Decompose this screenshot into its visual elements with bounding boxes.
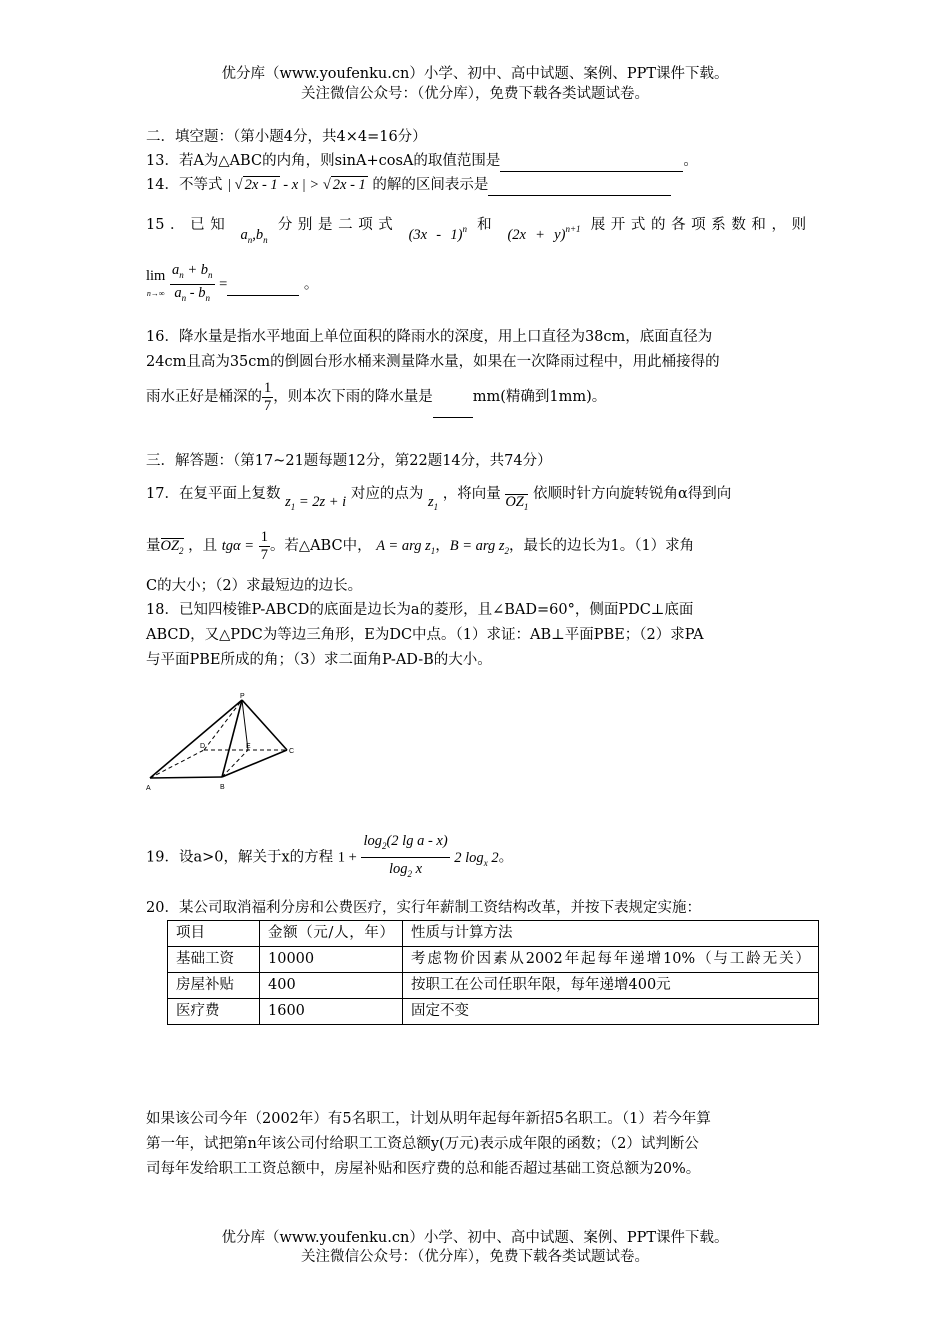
q16-line3b: ，则本次下雨的降水量是: [273, 389, 433, 405]
q17-line1: [146, 474, 806, 519]
q16-fraction: $\frac{1}{7}$: [264, 379, 272, 414]
q16-line2: 24cm且高为35cm的倒圆台形水桶来测量降水量，如果在一次降雨过程中，用此桶接得的: [146, 354, 720, 370]
table-row: [168, 947, 819, 973]
table-cell: 固定不变: [403, 999, 819, 1025]
table-cell: 10000: [260, 947, 403, 973]
edge-PB: [222, 700, 242, 777]
q13-answer-blank: [500, 151, 683, 172]
table-cell: 400: [260, 973, 403, 999]
q17-d: 依顺时针方向旋转锐角α得到向: [532, 486, 732, 502]
page-footer-line1: 优分库（www.youfenku.cn）小学、初中、高中试题、案例、PPT课件下载。: [221, 1230, 729, 1246]
table-cell: 房屋补贴: [168, 973, 260, 999]
q17-h: ，最长的边长为1。（1）求角: [508, 538, 695, 554]
q16-line1: 16．降水量是指水平地面上单位面积的降雨水的深度，用上口直径为38cm，底面直径为: [146, 329, 713, 345]
q15-an-bn: $a_n,b_n$: [240, 227, 268, 245]
q14-inequality: | √ 2x - 1 - x | > √ 2x - 1: [227, 177, 366, 193]
page-header-line2: 关注微信公众号：（优分库），免费下载各类试题试卷。: [301, 86, 649, 102]
page-footer-line2: 关注微信公众号：（优分库），免费下载各类试题试卷。: [301, 1249, 649, 1265]
table-header-cell: 项目: [168, 921, 260, 947]
q17-B: B = arg $z_2$: [449, 538, 509, 556]
q17-line3: C的大小；（2）求最短边的边长。: [146, 578, 363, 594]
q16-line3: [146, 377, 806, 418]
q17-oz1: $OZ_1$: [505, 494, 529, 512]
table-cell: 1600: [260, 999, 403, 1025]
q19-end: 。: [498, 849, 514, 866]
label-P: P: [240, 693, 245, 700]
pyramid-figure: [140, 692, 300, 797]
q15-word1: 15．已知: [146, 217, 231, 233]
q18-line1: 18．已知四棱锥P-ABCD的底面是边长为a的菱形，且∠BAD=60°，侧面PDC⊥底面: [146, 602, 694, 618]
table-cell: 按职工在公司任职年限，每年递增400元: [403, 973, 819, 999]
q17-A: A = arg $z_1$: [376, 538, 436, 556]
q15-lim: lim n→∞: [146, 267, 166, 298]
label-B: B: [220, 784, 225, 791]
q15-binomial2: $(2x + y)^{n+1}$: [507, 224, 581, 243]
q17-g: 。若△ABC中，: [269, 538, 372, 554]
q20-intro: 20．某公司取消福利分房和公费医疗，实行年薪制工资结构改革，并按下表规定实施：: [146, 900, 701, 916]
q14-mid: 的解的区间表示是: [372, 177, 489, 193]
table-row: [168, 999, 819, 1025]
page-header-line1: 优分库（www.youfenku.cn）小学、初中、高中试题、案例、PPT课件下载。: [221, 66, 729, 82]
q15-word4: 展开式的各项系数和，则: [590, 217, 807, 233]
q14-prefix: 14．不等式: [146, 177, 223, 193]
q15-equals: =: [219, 276, 228, 293]
q19-rhs: 2 $\log_x 2$: [454, 849, 499, 868]
q14-answer-blank: [488, 175, 671, 196]
edge-AB: [150, 777, 222, 778]
q18-line2: ABCD，又△PDC为等边三角形，E为DC中点。（1）求证：AB⊥平面PBE；（2）求PA: [146, 627, 704, 643]
q13-text: 13．若A为△ABC的内角，则sinA+cosA的取值范围是: [146, 153, 501, 169]
question-19: [146, 830, 806, 889]
table-cell: 基础工资: [168, 947, 260, 973]
table-header-cell: 金额（元/人，年）: [260, 921, 403, 947]
question-15-line1: [146, 202, 806, 247]
q15-word2: 分别是二项式: [277, 217, 399, 233]
q15-fraction: $\frac{a_n + b_n}{a_n - b_n}$: [171, 262, 213, 303]
q16-line3c: mm(精确到1mm)。: [472, 389, 607, 405]
label-D: D: [200, 743, 206, 750]
q17-f: ，且: [188, 538, 218, 554]
q15-answer-blank: [227, 275, 299, 296]
label-C: C: [289, 748, 295, 755]
table-header-row: [168, 921, 819, 947]
edge-BC: [222, 750, 287, 777]
table-cell: 医疗费: [168, 999, 260, 1025]
q17-oz2: $OZ_2$: [160, 538, 184, 556]
q15-word3: 和: [477, 217, 498, 233]
q17-tg: tgα =: [221, 538, 255, 554]
section2-heading: 二．填空题：（第小题4分，共4×4=16分）: [146, 129, 427, 145]
question-13: [146, 151, 806, 172]
q17-z1: $z_1$: [427, 494, 439, 512]
q17-z1-eq: $z_1 = 2z + i$: [285, 494, 347, 512]
q18-line3: 与平面PBE所成的角；（3）求二面角P-AD-B的大小。: [146, 652, 492, 668]
q13-end: 。: [683, 153, 698, 169]
q19-fraction: $\frac{\log_2(2 \lg a - x)}{\log_2 x}$: [361, 830, 449, 885]
section3-heading: 三．解答题：（第17~21题每题12分，第22题14分，共74分）: [146, 453, 552, 469]
q15-binomial1: (3x - 1)$^n$: [408, 224, 467, 243]
q16-line3a: 雨水正好是桶深的: [146, 389, 262, 405]
q16-answer-blank: [433, 377, 473, 418]
q20-para-line1: 如果该公司今年（2002年）有5名职工，计划从明年起每年新招5名职工。（1）若今年算: [146, 1111, 711, 1127]
q17-b: 对应的点为: [350, 486, 424, 502]
table-cell: 考虑物价因素从2002年起每年递增10%（与工龄无关）: [403, 947, 819, 973]
q20-para-line2: 第一年，试把第n年该公司付给职工工资总额y(万元)表示成年限的函数；（2）试判断公: [146, 1136, 699, 1152]
q17-a: 17．在复平面上复数: [146, 486, 281, 502]
q19-one-plus: 1 +: [337, 849, 357, 866]
q19-prefix: 19．设a>0，解关于x的方程: [146, 849, 334, 866]
salary-table: [167, 920, 819, 1025]
edge-PA: [150, 700, 242, 778]
q17-fraction: $\frac{1}{7}$: [260, 528, 268, 563]
table-header-cell: 性质与计算方法: [403, 921, 819, 947]
table-row: [168, 973, 819, 999]
label-E: E: [246, 743, 251, 750]
q20-para-line3: 司每年发给职工工资总额中，房屋补贴和医疗费的总和能否超过基础工资总额为20%。: [146, 1161, 701, 1177]
q17-e: 量: [146, 538, 161, 554]
question-15-line2: [146, 262, 806, 307]
question-14: [146, 175, 806, 196]
q17-line2: 量$OZ_2$ ，且 tgα = $\frac{1}{7}$ 。若△ABC中， A = arg $z_1$，B = arg $z_2$，最长的边长为1。（1）求角: [146, 528, 695, 563]
q15-end: 。: [303, 276, 319, 293]
q17-c: ，将向量: [442, 486, 501, 502]
label-A: A: [146, 785, 151, 792]
